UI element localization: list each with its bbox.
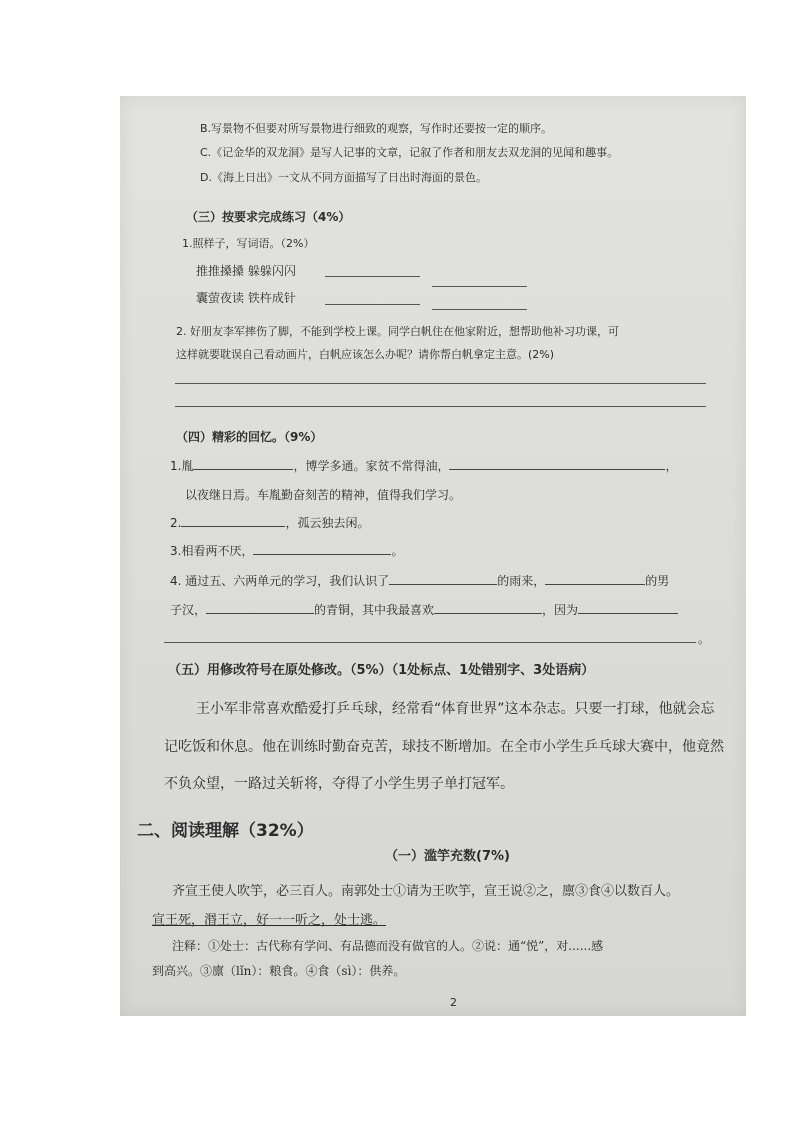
answer-blank[interactable] [432,286,527,287]
section3-title: （三）按要求完成练习（4%） [186,210,351,224]
answer-blank[interactable] [578,601,678,614]
text: ，因为 [542,603,579,617]
period: 。 [698,632,711,646]
section3-q1: 1.照样子，写词语。（2%） [182,237,315,250]
answer-blank[interactable] [181,514,285,527]
example-words-2: 囊萤夜读 铁杵成针 [196,291,296,305]
answer-line[interactable] [175,406,706,407]
answer-blank[interactable] [253,542,391,555]
text: 3.相看两不厌， [170,544,254,558]
text: 子汉， [170,603,207,617]
section4-title: （四）精彩的回忆。（9%） [176,430,323,444]
text: ，孤云独去闲。 [285,516,370,530]
recite-line-1b: 以夜继日焉。车胤勤奋刻苦的精神，值得我们学习。 [185,488,462,502]
answer-blank[interactable] [449,457,665,470]
text: 的青铜，其中我最喜欢 [314,603,435,617]
answer-blank[interactable] [325,304,420,305]
answer-blank[interactable] [434,601,542,614]
reading-subtitle: （一）滥竽充数(7%) [385,849,510,864]
text: 1.胤 [170,459,194,473]
section3-q2-line1: 2. 好朋友李军摔伤了脚，不能到学校上课。同学白帆住在他家附近，想帮助他补习功课，可 [176,325,619,338]
recite-line-3 [170,542,403,559]
text: 的男 [645,574,670,588]
classical-text-line-1: 齐宣王使人吹竽，必三百人。南郭处士①请为王吹竽，宣王说②之，廪③食④以数百人。 [172,884,680,899]
section3-q2-line2: 这样就要耽误自己看动画片，白帆应该怎么办呢？请你帮白帆拿定主意。(2%) [176,348,555,361]
text: 的雨来， [497,574,546,588]
page-number: 2 [450,996,457,1009]
answer-blank[interactable] [545,572,645,585]
classical-text-line-2: 宣王死，湣王立，好一一听之，处士逃。 [152,913,387,928]
recite-line-2 [170,514,369,531]
passage-line-2: 记吃饭和休息。他在训练时勤奋克苦，球技不断增加。在全市小学生乒乓球大赛中，他竟然 [164,739,724,755]
section5-title: （五）用修改符号在原处修改。（5%）（1处标点、1处错别字、3处语病） [168,663,595,678]
text: 4. 通过五、六两单元的学习，我们认识了 [170,574,390,588]
answer-blank[interactable] [432,309,527,310]
answer-blank[interactable] [206,601,314,614]
option-c: C.《记金华的双龙洞》是写人记事的文章，记叙了作者和朋友去双龙洞的见闻和趣事。 [200,146,619,159]
answer-blank[interactable] [325,276,420,277]
option-b: B.写景物不但要对所写景物进行细致的观察，写作时还要按一定的顺序。 [200,122,553,135]
example-words-1: 推推搡搡 躲躲闪闪 [196,264,296,278]
answer-line[interactable] [175,383,706,384]
text: 。 [391,544,404,558]
answer-blank[interactable] [389,572,497,585]
text: 2. [170,516,182,530]
passage-line-1: 王小军非常喜欢酷爱打乒乓球，经常看“体育世界”这本杂志。只要一打球，他就会忘 [196,701,715,717]
part2-title: 二、阅读理解（32%） [137,821,314,841]
text: ， [665,459,678,473]
annotation-line-1: 注释：①处士：古代称有学问、有品德而没有做官的人。②说：通“悦”，对......感 [172,939,604,953]
passage-line-3: 不负众望，一路过关斩将，夺得了小学生男子单打冠军。 [164,776,514,792]
answer-line[interactable] [164,642,696,643]
text: ，博学多通。家贫不常得油， [293,459,450,473]
answer-blank[interactable] [193,457,293,470]
recite-line-4 [170,572,669,589]
recite-line-5 [170,601,678,618]
option-d: D.《海上日出》一文从不同方面描写了日出时海面的景色。 [200,171,487,184]
annotation-line-2: 到高兴。③廪（lǐn）：粮食。④食（sì）：供养。 [152,964,406,978]
recite-line-1 [170,457,677,474]
